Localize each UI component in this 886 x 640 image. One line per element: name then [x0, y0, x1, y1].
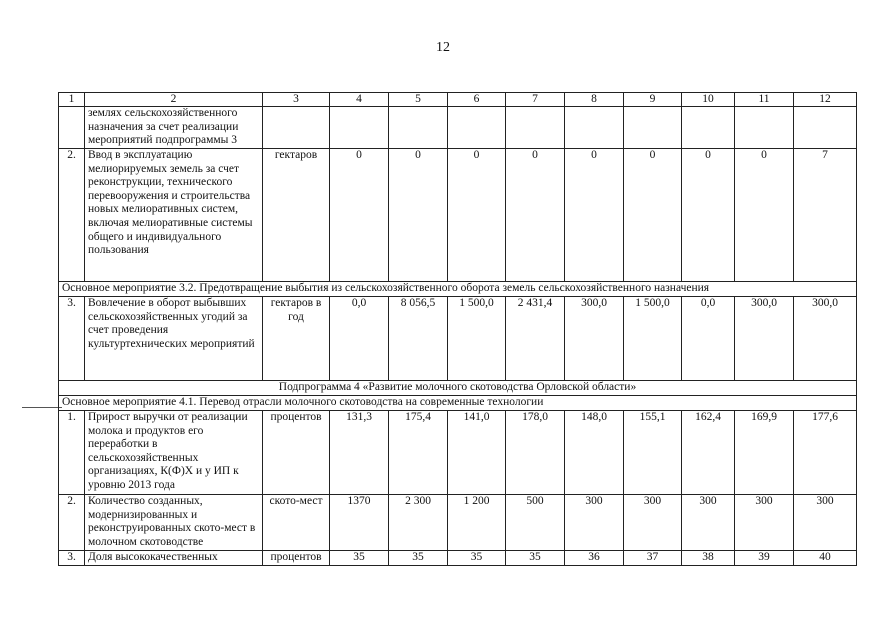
indicator-name: землях сельскохозяйственного назначения за счет реализации мероприятий подпрограммы 3 — [85, 107, 263, 149]
value-cell: 0 — [330, 149, 389, 282]
unit-cell: ското-мест — [263, 495, 330, 551]
subprogram-title: Подпрограмма 4 «Развитие молочного скотоводства Орловской области» — [59, 381, 857, 396]
row-number — [59, 107, 85, 149]
value-cell — [682, 107, 735, 149]
header-cell: 3 — [263, 93, 330, 107]
value-cell: 39 — [735, 551, 794, 566]
value-cell: 300 — [624, 495, 682, 551]
section-row — [59, 381, 857, 396]
section-title: Основное мероприятие 3.2. Предотвращение выбытия из сельскохозяйственного оборота земель сельскохозяйственного назначения — [59, 282, 857, 297]
value-cell — [735, 107, 794, 149]
value-cell — [389, 107, 448, 149]
value-cell: 300 — [794, 495, 857, 551]
value-cell: 169,9 — [735, 411, 794, 495]
header-cell: 9 — [624, 93, 682, 107]
header-cell: 5 — [389, 93, 448, 107]
header-cell: 11 — [735, 93, 794, 107]
section-row — [59, 282, 857, 297]
value-cell: 300,0 — [565, 297, 624, 381]
row-number: 1. — [59, 411, 85, 495]
table-header-row — [59, 93, 857, 107]
row-number: 3. — [59, 551, 85, 566]
value-cell: 131,3 — [330, 411, 389, 495]
table-row — [59, 107, 857, 149]
row-number: 2. — [59, 149, 85, 282]
value-cell: 38 — [682, 551, 735, 566]
header-cell: 12 — [794, 93, 857, 107]
value-cell: 0 — [506, 149, 565, 282]
value-cell — [565, 107, 624, 149]
header-cell: 2 — [85, 93, 263, 107]
indicator-name: Ввод в эксплуатацию мелиорируемых земель за счет реконструкции, технического перевооружения и строительства новых мелиоративных систем, включая мелиоративные системы общего и индивидуального пользования — [85, 149, 263, 282]
value-cell: 0 — [682, 149, 735, 282]
indicators-table — [58, 92, 857, 566]
value-cell: 2 431,4 — [506, 297, 565, 381]
value-cell: 0 — [448, 149, 506, 282]
indicator-name: Количество созданных, модернизированных и реконструированных ското-мест в молочном скотоводстве — [85, 495, 263, 551]
value-cell — [624, 107, 682, 149]
value-cell: 148,0 — [565, 411, 624, 495]
value-cell: 0 — [735, 149, 794, 282]
value-cell: 300 — [682, 495, 735, 551]
unit-cell: гектаров — [263, 149, 330, 282]
value-cell: 1 500,0 — [624, 297, 682, 381]
value-cell: 35 — [389, 551, 448, 566]
header-cell: 8 — [565, 93, 624, 107]
header-cell: 7 — [506, 93, 565, 107]
section-row — [59, 396, 857, 411]
row-number: 2. — [59, 495, 85, 551]
unit-cell: процентов — [263, 411, 330, 495]
table-row — [59, 297, 857, 381]
header-cell: 6 — [448, 93, 506, 107]
value-cell: 155,1 — [624, 411, 682, 495]
value-cell: 7 — [794, 149, 857, 282]
table-row — [59, 551, 857, 566]
indicator-name: Прирост выручки от реализации молока и продуктов его переработки в сельскохозяйственных организациях, К(Ф)Х и у ИП к уровню 2013 года — [85, 411, 263, 495]
table-row — [59, 411, 857, 495]
page-number: 12 — [436, 40, 450, 55]
row-number: 3. — [59, 297, 85, 381]
value-cell: 0,0 — [682, 297, 735, 381]
value-cell: 35 — [330, 551, 389, 566]
value-cell — [506, 107, 565, 149]
unit-cell: гектаров в год — [263, 297, 330, 381]
value-cell: 35 — [448, 551, 506, 566]
value-cell — [448, 107, 506, 149]
indicator-name: Вовлечение в оборот выбывших сельскохозяйственных угодий за счет проведения культуртехнических мероприятий — [85, 297, 263, 381]
table-row — [59, 495, 857, 551]
value-cell: 36 — [565, 551, 624, 566]
header-cell: 10 — [682, 93, 735, 107]
header-cell: 4 — [330, 93, 389, 107]
table-row — [59, 149, 857, 282]
value-cell: 300,0 — [794, 297, 857, 381]
value-cell: 8 056,5 — [389, 297, 448, 381]
value-cell: 300 — [735, 495, 794, 551]
value-cell: 0 — [565, 149, 624, 282]
unit-cell: процентов — [263, 551, 330, 566]
value-cell: 178,0 — [506, 411, 565, 495]
value-cell: 35 — [506, 551, 565, 566]
value-cell: 1 200 — [448, 495, 506, 551]
value-cell: 300 — [565, 495, 624, 551]
value-cell: 0,0 — [330, 297, 389, 381]
value-cell: 162,4 — [682, 411, 735, 495]
value-cell: 141,0 — [448, 411, 506, 495]
value-cell — [330, 107, 389, 149]
value-cell: 500 — [506, 495, 565, 551]
value-cell: 1 500,0 — [448, 297, 506, 381]
header-cell: 1 — [59, 93, 85, 107]
value-cell: 2 300 — [389, 495, 448, 551]
value-cell: 300,0 — [735, 297, 794, 381]
indicator-name: Доля высококачественных — [85, 551, 263, 566]
section-title: Основное мероприятие 4.1. Перевод отрасли молочного скотоводства на современные технологии — [59, 396, 857, 411]
value-cell: 0 — [389, 149, 448, 282]
value-cell — [794, 107, 857, 149]
value-cell: 40 — [794, 551, 857, 566]
value-cell: 175,4 — [389, 411, 448, 495]
margin-line — [22, 407, 62, 408]
value-cell: 177,6 — [794, 411, 857, 495]
value-cell: 0 — [624, 149, 682, 282]
unit-cell — [263, 107, 330, 149]
value-cell: 1370 — [330, 495, 389, 551]
value-cell: 37 — [624, 551, 682, 566]
